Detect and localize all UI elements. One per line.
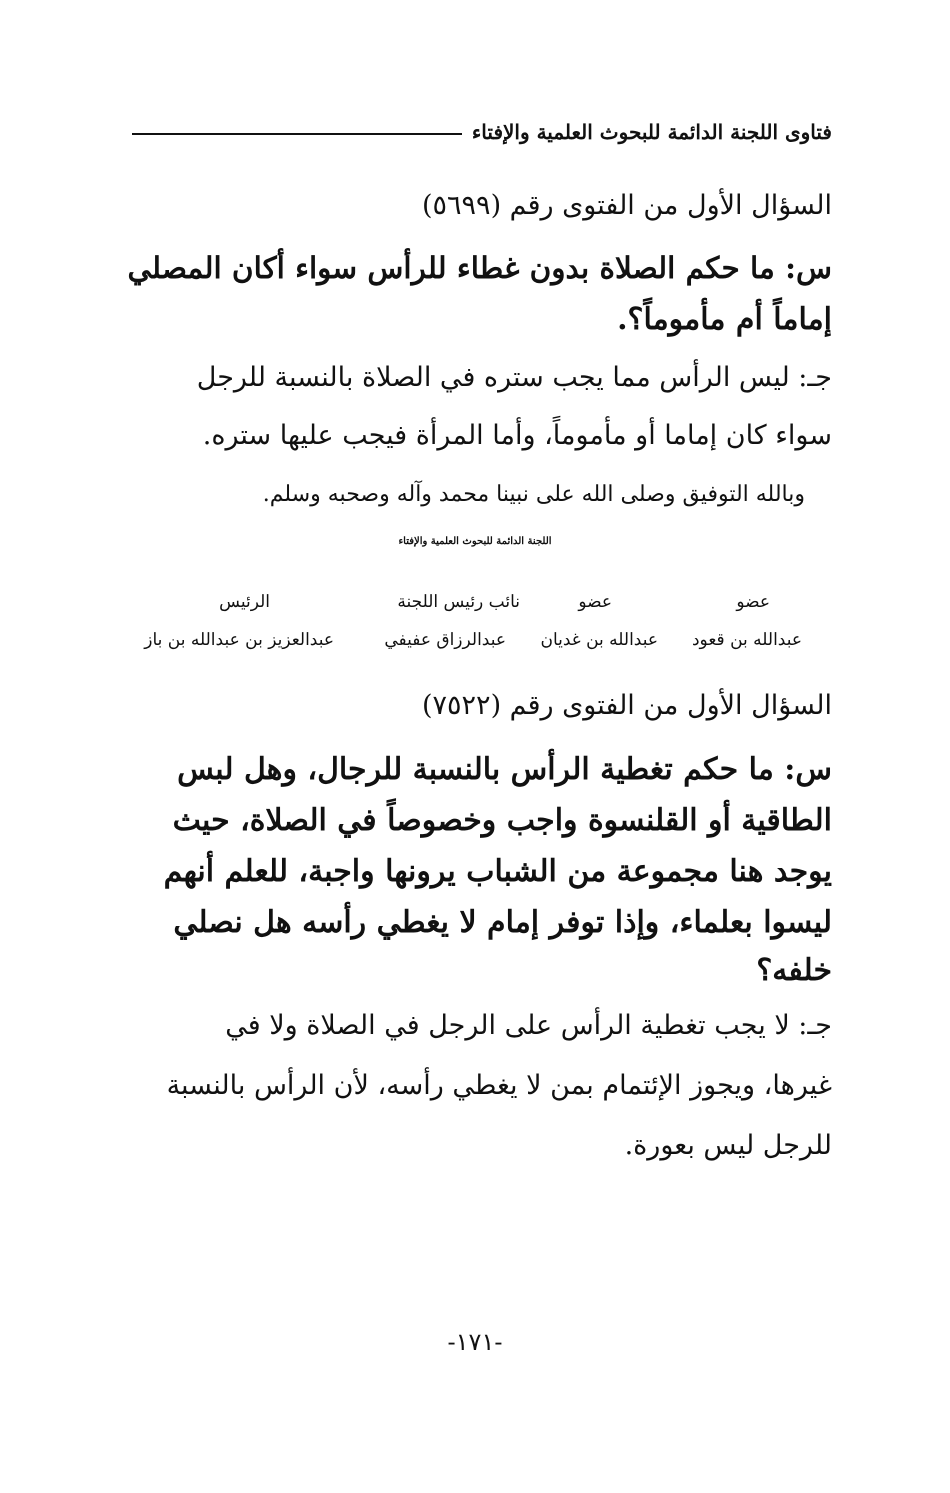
signatory-role-3: نائب رئيس اللجنة: [397, 592, 520, 612]
committee-name: اللجنة الدائمة للبحوث العلمية والإفتاء: [398, 536, 552, 547]
fatwa2-answer-line-2: غيرها، ويجوز الإئتمام بمن لا يغطي رأسه، لأن الرأس بالنسبة: [166, 1070, 832, 1101]
fatwa2-question-line-3: يوجد هنا مجموعة من الشباب يرونها واجبة، للعلم أنهم: [163, 854, 832, 889]
fatwa2-question-line-4: ليسوا بعلماء، وإذا توفر إمام لا يغطي رأسه هل نصلي: [173, 905, 832, 940]
header-rule: [132, 133, 462, 135]
signatory-name-2: عبدالله بن غديان: [540, 630, 658, 650]
fatwa2-question-line-2: الطاقية أو القلنسوة واجب وخصوصاً في الصلاة، حيث: [172, 803, 832, 838]
fatwa2-answer-line-3: للرجل ليس بعورة.: [624, 1130, 832, 1161]
page-number: -١٧١-: [447, 1328, 503, 1356]
signatory-role-1: عضو: [736, 592, 770, 612]
fatwa2-question-line-5: خلفه؟: [756, 953, 832, 988]
fatwa2-answer-line-1: جـ: لا يجب تغطية الرأس على الرجل في الصلاة ولا في: [225, 1010, 832, 1041]
fatwa1-answer-line-2: سواء كان إماما أو مأموماً، وأما المرأة فيجب عليها ستره.: [202, 420, 832, 451]
fatwa1-question-line-2: إماماً أم مأموماً؟.: [617, 302, 832, 337]
page-header: [132, 112, 832, 152]
fatwa2-question-line-1: س: ما حكم تغطية الرأس بالنسبة للرجال، وهل لبس: [177, 752, 832, 787]
signatory-role-2: عضو: [578, 592, 612, 612]
signatory-name-4: عبدالعزيز بن عبدالله بن باز: [144, 630, 334, 650]
fatwa1-answer-line-1: جـ: ليس الرأس مما يجب ستره في الصلاة بالنسبة للرجل: [196, 362, 832, 393]
fatwa1-title: السؤال الأول من الفتوى رقم (٥٦٩٩): [422, 190, 832, 221]
signatory-name-3: عبدالرزاق عفيفي: [384, 630, 506, 650]
fatwa1-question-line-1: س: ما حكم الصلاة بدون غطاء للرأس سواء أكان المصلي: [127, 250, 832, 285]
signatory-name-1: عبدالله بن قعود: [691, 630, 802, 650]
header-title: فتاوى اللجنة الدائمة للبحوث العلمية والإفتاء: [471, 120, 832, 144]
fatwa2-title: السؤال الأول من الفتوى رقم (٧٥٢٢): [422, 690, 832, 721]
fatwa1-closing: وبالله التوفيق وصلى الله على نبينا محمد وآله وصحبه وسلم.: [262, 482, 805, 507]
signatory-role-4: الرئيس: [219, 592, 270, 612]
